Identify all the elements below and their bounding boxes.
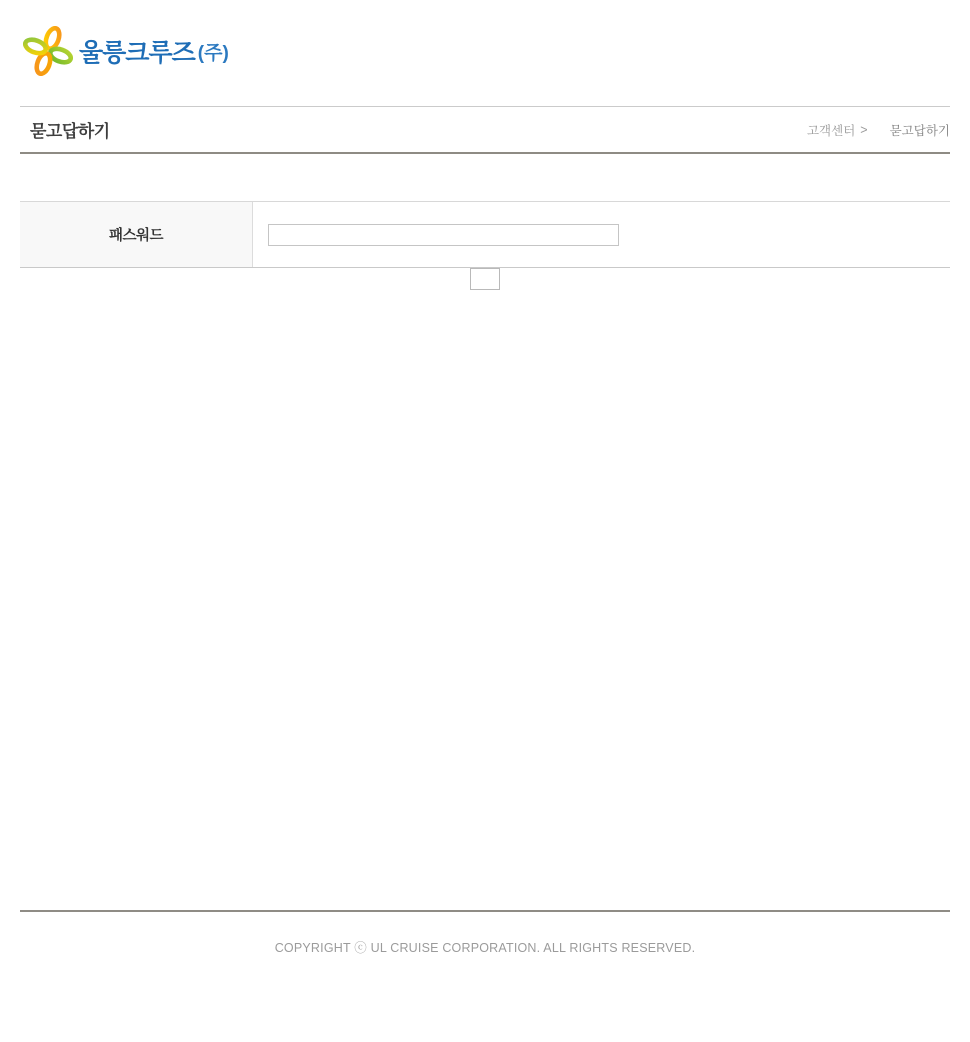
title-bar: [20, 106, 950, 154]
password-input[interactable]: [268, 224, 619, 246]
footer: [20, 910, 950, 956]
breadcrumb-item-current: 묻고답하기: [889, 123, 950, 138]
password-label: 패스워드: [20, 202, 253, 267]
breadcrumb: [807, 121, 950, 139]
company-logo[interactable]: [23, 26, 229, 76]
company-suffix: (주): [197, 42, 229, 64]
password-input-cell: [253, 202, 950, 267]
password-form-row: [20, 201, 950, 268]
page-title: 묻고답하기: [30, 122, 110, 141]
copyright-text: COPYRIGHT ⓒ UL CRUISE CORPORATION. ALL RIGHTS RESERVED.: [274, 941, 696, 955]
breadcrumb-separator: >: [860, 122, 868, 137]
pinwheel-flower-icon: [23, 26, 73, 76]
company-name: 울릉크루즈: [79, 39, 195, 67]
breadcrumb-item-customer-center[interactable]: 고객센터: [806, 123, 856, 138]
submit-button[interactable]: [470, 268, 500, 290]
